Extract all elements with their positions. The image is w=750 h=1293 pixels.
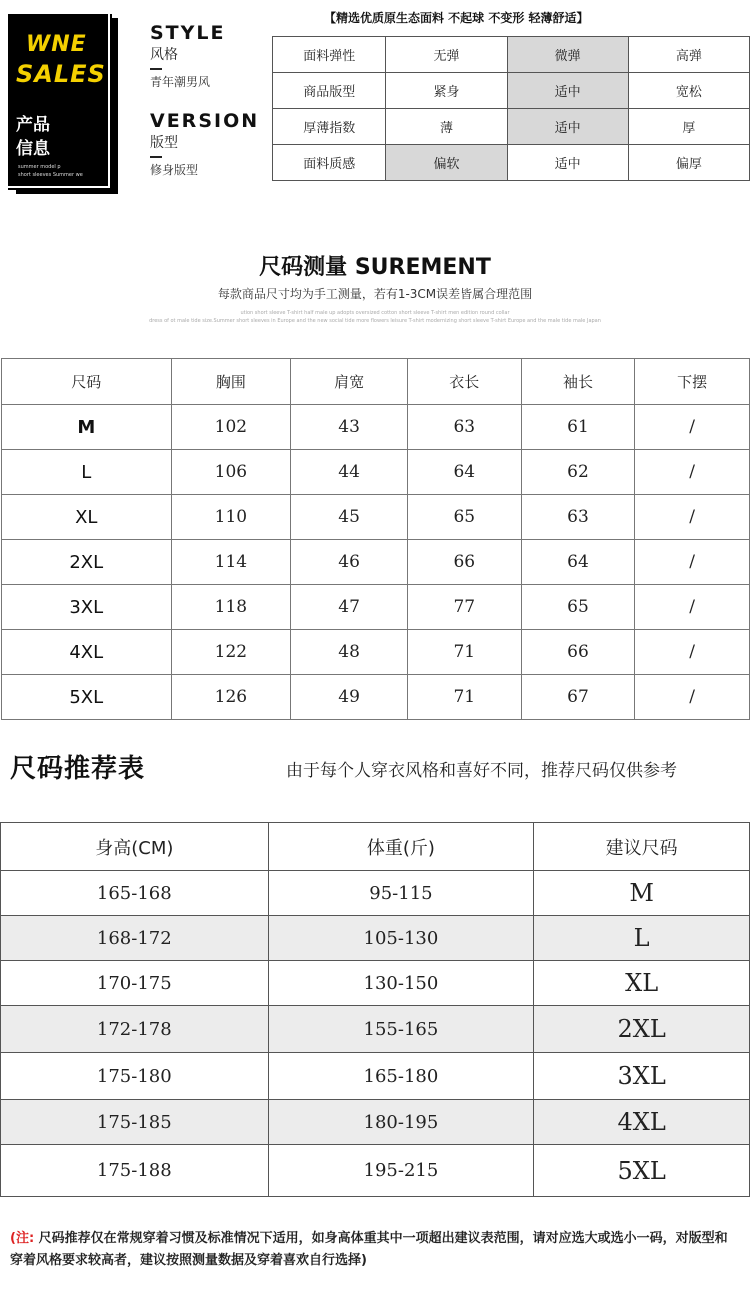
recommend-weight: 180-195 (268, 1100, 534, 1145)
size-value: 47 (291, 585, 408, 630)
features-option: 适中 (507, 145, 628, 181)
size-label: 4XL (2, 630, 172, 675)
recommend-row (1, 961, 750, 1006)
size-value: 126 (171, 675, 291, 720)
size-value: 65 (407, 495, 521, 540)
footnote (10, 1228, 740, 1272)
version-value: 修身版型 (150, 163, 199, 177)
measurement-fine-print-1: ution short sleeve T-shirt half male up adopts oversized cotton short sleeve T-shirt men edition round collar (240, 310, 510, 316)
style-value: 青年潮男风 (150, 75, 211, 89)
recommend-weight: 195-215 (268, 1145, 534, 1197)
recommend-row (1, 1053, 750, 1100)
size-value: / (635, 450, 750, 495)
features-option: 紧身 (386, 73, 507, 109)
features-label: 厚薄指数 (273, 109, 386, 145)
size-header: 胸围 (171, 359, 291, 405)
features-row (273, 37, 750, 73)
recommend-row (1, 1145, 750, 1197)
features-option: 偏软 (386, 145, 507, 181)
size-row (2, 675, 750, 720)
features-title: 【精选优质原生态面料 不起球 不变形 轻薄舒适】 (324, 11, 589, 25)
size-row (2, 405, 750, 450)
size-value: 46 (291, 540, 408, 585)
size-value: 62 (521, 450, 635, 495)
features-table (272, 36, 750, 181)
recommend-row (1, 1006, 750, 1053)
recommend-row (1, 871, 750, 916)
size-value: / (635, 495, 750, 540)
size-header: 下摆 (635, 359, 750, 405)
size-label: M (2, 405, 172, 450)
logo-line1: WNE (26, 32, 87, 57)
size-value: / (635, 540, 750, 585)
version-rule (150, 156, 162, 158)
size-header: 肩宽 (291, 359, 408, 405)
recommend-weight: 155-165 (268, 1006, 534, 1053)
size-value: 71 (407, 630, 521, 675)
features-option: 适中 (507, 73, 628, 109)
features-option: 厚 (628, 109, 749, 145)
size-label: 5XL (2, 675, 172, 720)
logo-tag1: summer model p (18, 164, 61, 170)
recommend-height: 175-188 (1, 1145, 269, 1197)
size-value: 45 (291, 495, 408, 540)
features-option: 薄 (386, 109, 507, 145)
version-cn: 版型 (150, 135, 178, 151)
logo-line2: SALES (16, 60, 106, 88)
features-option: 偏厚 (628, 145, 749, 181)
features-label: 面料质感 (273, 145, 386, 181)
features-option: 高弹 (628, 37, 749, 73)
size-value: / (635, 405, 750, 450)
style-block (150, 22, 226, 90)
size-value: 67 (521, 675, 635, 720)
recommend-size: 5XL (534, 1145, 750, 1197)
recommend-size: 3XL (534, 1053, 750, 1100)
size-table (1, 358, 750, 720)
style-en: STYLE (150, 22, 226, 44)
features-option: 无弹 (386, 37, 507, 73)
size-value: 66 (521, 630, 635, 675)
recommend-table (0, 822, 750, 1197)
size-value: 48 (291, 630, 408, 675)
logo-cn2: 信息 (16, 139, 50, 159)
size-value: 106 (171, 450, 291, 495)
features-label: 面料弹性 (273, 37, 386, 73)
size-row (2, 630, 750, 675)
size-value: 77 (407, 585, 521, 630)
size-value: 49 (291, 675, 408, 720)
size-value: 63 (521, 495, 635, 540)
recommend-height: 175-180 (1, 1053, 269, 1100)
size-value: 61 (521, 405, 635, 450)
recommend-height: 170-175 (1, 961, 269, 1006)
recommend-size: L (534, 916, 750, 961)
size-value: 114 (171, 540, 291, 585)
size-value: / (635, 675, 750, 720)
features-row (273, 73, 750, 109)
size-value: 63 (407, 405, 521, 450)
size-label: XL (2, 495, 172, 540)
recommend-title: 尺码推荐表 (10, 754, 146, 784)
recommend-subtitle: 由于每个人穿衣风格和喜好不同，推荐尺码仅供参考 (286, 761, 677, 781)
recommend-height: 175-185 (1, 1100, 269, 1145)
features-option: 微弹 (507, 37, 628, 73)
recommend-size: XL (534, 961, 750, 1006)
size-label: L (2, 450, 172, 495)
size-label: 2XL (2, 540, 172, 585)
size-value: 65 (521, 585, 635, 630)
measurement-title: 尺码测量 SUREMENT (259, 255, 491, 280)
recommend-weight: 95-115 (268, 871, 534, 916)
size-label: 3XL (2, 585, 172, 630)
measurement-fine-print-2: dress of ot male tide size.Summer short sleeves in Europe and the new social tide more flowers leisure T-shirt modernizing short sleeve T-shirt Europe and the male tide male Japan (149, 318, 601, 324)
size-row (2, 495, 750, 540)
features-row (273, 145, 750, 181)
size-value: 64 (407, 450, 521, 495)
size-value: 71 (407, 675, 521, 720)
recommend-weight: 130-150 (268, 961, 534, 1006)
size-value: 110 (171, 495, 291, 540)
size-value: 102 (171, 405, 291, 450)
footnote-mark: (注: (10, 1231, 35, 1246)
size-row (2, 450, 750, 495)
recommend-weight: 165-180 (268, 1053, 534, 1100)
size-value: 44 (291, 450, 408, 495)
style-cn: 风格 (150, 47, 178, 63)
size-value: 122 (171, 630, 291, 675)
size-header: 尺码 (2, 359, 172, 405)
features-row (273, 109, 750, 145)
size-value: / (635, 585, 750, 630)
logo-tag2: short sleeves Summer we (18, 172, 83, 178)
footnote-text: 尺码推荐仅在常规穿着习惯及标准情况下适用，如身高体重其中一项超出建议表范围，请对应选大或选小一码，对版型和穿着风格要求较高者，建议按照测量数据及穿着喜欢自行选择) (10, 1231, 728, 1268)
recommend-height: 172-178 (1, 1006, 269, 1053)
recommend-weight: 105-130 (268, 916, 534, 961)
size-value: 43 (291, 405, 408, 450)
recommend-size: M (534, 871, 750, 916)
logo-card (6, 12, 110, 188)
measurement-subtitle: 每款商品尺寸均为手工测量，若有1-3CM误差皆属合理范围 (217, 287, 533, 301)
size-value: / (635, 630, 750, 675)
brand-logo (6, 12, 118, 194)
size-row (2, 585, 750, 630)
recommend-header: 建议尺码 (534, 823, 750, 871)
recommend-header: 身高(CM) (1, 823, 269, 871)
size-row (2, 540, 750, 585)
version-en: VERSION (150, 110, 260, 132)
recommend-row (1, 916, 750, 961)
size-value: 66 (407, 540, 521, 585)
features-option: 适中 (507, 109, 628, 145)
style-rule (150, 68, 162, 70)
recommend-height: 168-172 (1, 916, 269, 961)
size-header: 衣长 (407, 359, 521, 405)
logo-cn1: 产品 (16, 115, 50, 135)
size-header: 袖长 (521, 359, 635, 405)
recommend-size: 2XL (534, 1006, 750, 1053)
features-label: 商品版型 (273, 73, 386, 109)
features-option: 宽松 (628, 73, 749, 109)
size-value: 118 (171, 585, 291, 630)
recommend-row (1, 1100, 750, 1145)
recommend-header: 体重(斤) (268, 823, 534, 871)
recommend-height: 165-168 (1, 871, 269, 916)
recommend-size: 4XL (534, 1100, 750, 1145)
size-value: 64 (521, 540, 635, 585)
version-block (150, 110, 259, 178)
